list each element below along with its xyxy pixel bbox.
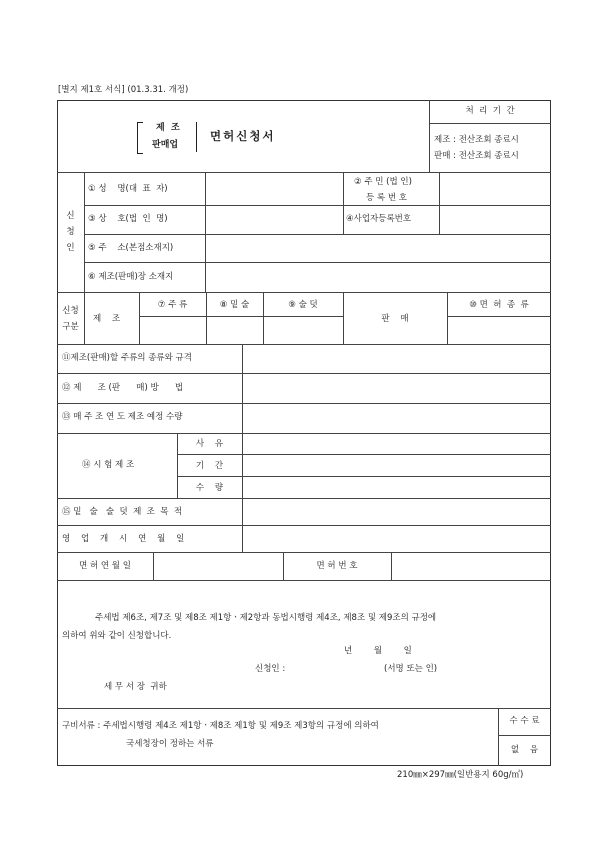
- license-type-field[interactable]: [449, 318, 549, 342]
- address-label: ⑤ 주 소(본점소재지): [88, 243, 174, 253]
- classification-label-2: 구분: [62, 322, 79, 332]
- processing-sale: 판매 : 전산조회 종료시: [434, 151, 519, 161]
- row14-reason-label: 사 유: [195, 439, 224, 449]
- header-divider: [57, 172, 551, 173]
- processing-divider: [429, 123, 551, 124]
- row15-label: ⑮ 밑 술 술 덧 제 조 목 적: [62, 507, 183, 517]
- site-label: ⑥ 제조(판매)장 소재지: [88, 272, 174, 282]
- license-number-label: 면 허 번 호: [316, 561, 358, 571]
- business-registration-label: ④사업자등록번호: [346, 214, 412, 224]
- yeast-field[interactable]: [265, 318, 342, 342]
- row11-label: ⑪제조(판매)할 주류의 종류와 규격: [62, 353, 192, 363]
- application-date: 년 월 일: [344, 646, 412, 656]
- license-date-label: 면 허 연 월 일: [79, 561, 131, 571]
- row14-quantity-label: 수 량: [195, 483, 224, 493]
- title-sale: 판매업: [152, 140, 179, 150]
- form-reference: [별지 제1호 서식] (01.3.31. 개정): [58, 85, 189, 95]
- statement-line-1: 주세법 제6조, 제7조 및 제8조 제1항ㆍ제2항과 동법시행령 제4조, 제8조 및 제9조의 규정에: [95, 613, 437, 623]
- row12-label: ⑫ 제 조 (판 매) 방 법: [62, 383, 184, 393]
- name-label: ① 성 명(대 표 자): [88, 184, 168, 194]
- paper-spec: 210㎜×297㎜(일반용지 60g/㎡): [397, 770, 524, 780]
- resident-number-label-1: ② 주 민 (법 인): [354, 177, 412, 187]
- form-title: 면허신청서: [210, 129, 276, 143]
- applicant-label-3: 인: [66, 243, 75, 253]
- fee-label: 수 수 료: [509, 716, 540, 726]
- koji-field[interactable]: [208, 318, 262, 342]
- applicant-signature-label: 신청인 :: [255, 664, 286, 674]
- title-bracket-right-icon: [196, 122, 197, 152]
- row14-reason-field[interactable]: [244, 435, 549, 453]
- trade-name-field[interactable]: [207, 207, 341, 233]
- liquor-type-label: ⑦ 주 류: [157, 300, 188, 310]
- row13-label: ⑬ 매 주 조 연 도 제조 예정 수량: [62, 412, 183, 422]
- row16-field[interactable]: [244, 527, 549, 551]
- yeast-label: ⑨ 술 덧: [288, 300, 318, 310]
- addressee: 세 무 서 장 귀하: [104, 682, 167, 692]
- processing-manufacture: 제조 : 전산조회 종료시: [434, 135, 519, 145]
- title-bracket-icon: [137, 122, 143, 154]
- row14-quantity-field[interactable]: [244, 478, 549, 497]
- row12-field[interactable]: [244, 375, 549, 402]
- address-field[interactable]: [207, 236, 549, 261]
- koji-label: ⑧ 밑 술: [219, 300, 250, 310]
- row11-field[interactable]: [244, 346, 549, 372]
- signature-or-seal: (서명 또는 인): [384, 664, 438, 674]
- title-manufacture: 제 조: [156, 123, 180, 133]
- row16-label: 영 업 개 시 연 월 일: [62, 534, 185, 544]
- fee-value: 없 음: [510, 745, 539, 755]
- classification-label-1: 신청: [62, 306, 79, 316]
- statement-line-2: 의하여 위와 같이 신청합니다.: [62, 631, 172, 641]
- liquor-type-field[interactable]: [141, 318, 205, 342]
- trade-name-label: ③ 상 호(법 인 명): [88, 214, 168, 224]
- row14-label: ⑭ 시 험 제 조: [82, 460, 135, 470]
- license-type-label: ⑩ 면 허 종 류: [469, 300, 529, 310]
- sale-label: 판 매: [381, 314, 409, 324]
- row15-field[interactable]: [244, 500, 549, 524]
- applicant-name-field[interactable]: [292, 660, 372, 676]
- applicant-label-1: 신: [66, 211, 75, 221]
- name-field[interactable]: [207, 174, 341, 204]
- required-documents-1: 구비서류 : 주세법시행령 제4조 제1항ㆍ제8조 제1항 및 제9조 제3항의 규정에 의하여: [62, 721, 379, 731]
- resident-number-label-2: 등 록 번 호: [366, 193, 407, 203]
- required-documents-2: 국세청장이 정하는 서류: [126, 739, 214, 749]
- row14-period-field[interactable]: [244, 456, 549, 475]
- manufacture-label: 제 조: [93, 314, 121, 324]
- license-date-field[interactable]: [155, 554, 281, 579]
- applicant-label-2: 청: [66, 227, 75, 237]
- row13-field[interactable]: [244, 405, 549, 432]
- processing-period-label: 처 리 기 간: [465, 106, 515, 116]
- license-number-field[interactable]: [393, 554, 549, 579]
- resident-number-field[interactable]: [441, 174, 549, 204]
- business-registration-field[interactable]: [441, 207, 549, 233]
- row14-period-label: 기 간: [195, 461, 224, 471]
- site-field[interactable]: [207, 264, 549, 291]
- applicant-side-border: [84, 172, 85, 292]
